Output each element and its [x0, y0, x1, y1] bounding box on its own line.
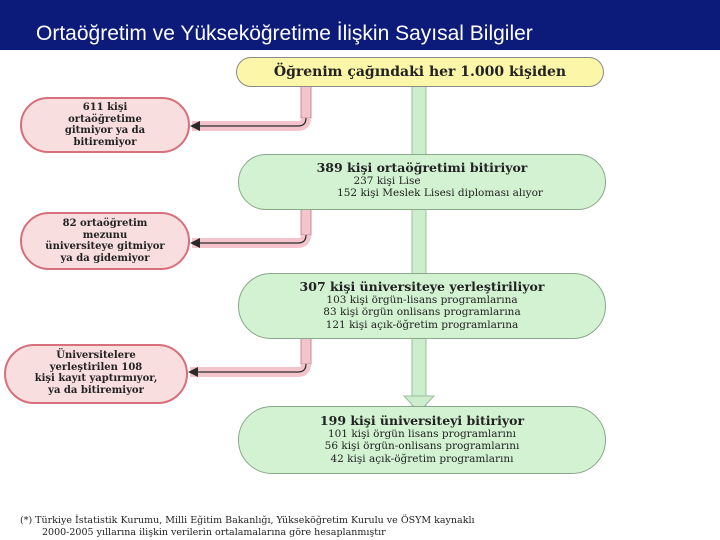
dropout-3-line-2: yerleştirilen 108	[49, 361, 143, 373]
top-box	[236, 57, 604, 87]
secondary-graduates-box	[238, 154, 606, 210]
dropout-2-line-1: 82 ortaöğretim	[62, 218, 148, 229]
dropout-box-1	[20, 97, 190, 153]
dropout-2-line-2: mezunu	[82, 229, 128, 241]
footnote-line-2: 2000-2005 yıllarına ilişkin verilerin ortalamalarına göre hesaplanmıştır	[42, 526, 386, 538]
graduate-heading: 199 kişi üniversiteyi bitiriyor	[319, 413, 525, 428]
secondary-line-2: 152 kişi Meslek Lisesi diploması alıyor	[337, 187, 543, 200]
main-flow-arrow	[404, 84, 434, 412]
university-graduates-box	[238, 406, 606, 474]
dropout-box-3	[4, 344, 188, 404]
placement-line-3: 121 kişi açık-öğretim programlarına	[325, 318, 519, 331]
dropout-2-line-4: ya da gidemiyor	[60, 252, 150, 264]
dropout-2-line-3: üniversiteye gitmiyor	[45, 241, 165, 252]
dropout-box-2	[20, 212, 190, 270]
dropout-3-line-3: kişi kayıt yaptırmıyor,	[34, 373, 158, 384]
placement-line-2: 83 kişi örgün onlisans programlarına	[323, 306, 521, 319]
page-title: Ortaöğretim ve Yükseköğretime İlişkin Sayısal Bilgiler	[36, 22, 533, 45]
graduate-line-2: 56 kişi örgün-onlisans programlarını	[324, 440, 520, 453]
dropout-3-line-1: Üniversitelere	[56, 350, 136, 361]
dropout-1-line-1: 611 kişi	[82, 102, 128, 113]
top-box-text: Öğrenim çağındaki her 1.000 kişiden	[273, 64, 567, 80]
footnote	[20, 515, 475, 539]
dropout-arrow-2	[192, 205, 311, 243]
dropout-arrow-1	[192, 84, 311, 126]
dropout-1-line-2: ortaöğretime	[68, 113, 142, 125]
placement-heading: 307 kişi üniversiteye yerleştiriliyor	[299, 279, 545, 294]
university-placement-box	[238, 273, 606, 339]
dropout-1-line-3: gitmiyor ya da	[64, 125, 146, 136]
dropout-3-line-4: ya da bitiremiyor	[48, 384, 144, 396]
secondary-line-1: 237 kişi Lise	[353, 175, 421, 188]
graduate-line-3: 42 kişi açık-öğretim programlarını	[330, 452, 514, 465]
footnote-line-1: (*) Türkiye İstatistik Kurumu, Milli Eğitim Bakanlığı, Yükseköğretim Kurulu ve ÖSYM kaynaklı	[20, 515, 475, 526]
graduate-line-1: 101 kişi örgün lisans programlarını	[327, 428, 517, 441]
dropout-arrow-3	[190, 336, 311, 372]
dropout-1-line-4: bitiremiyor	[73, 136, 137, 148]
placement-line-1: 103 kişi örgün-lisans programlarına	[326, 294, 518, 307]
secondary-heading: 389 kişi ortaöğretimi bitiriyor	[316, 160, 528, 175]
